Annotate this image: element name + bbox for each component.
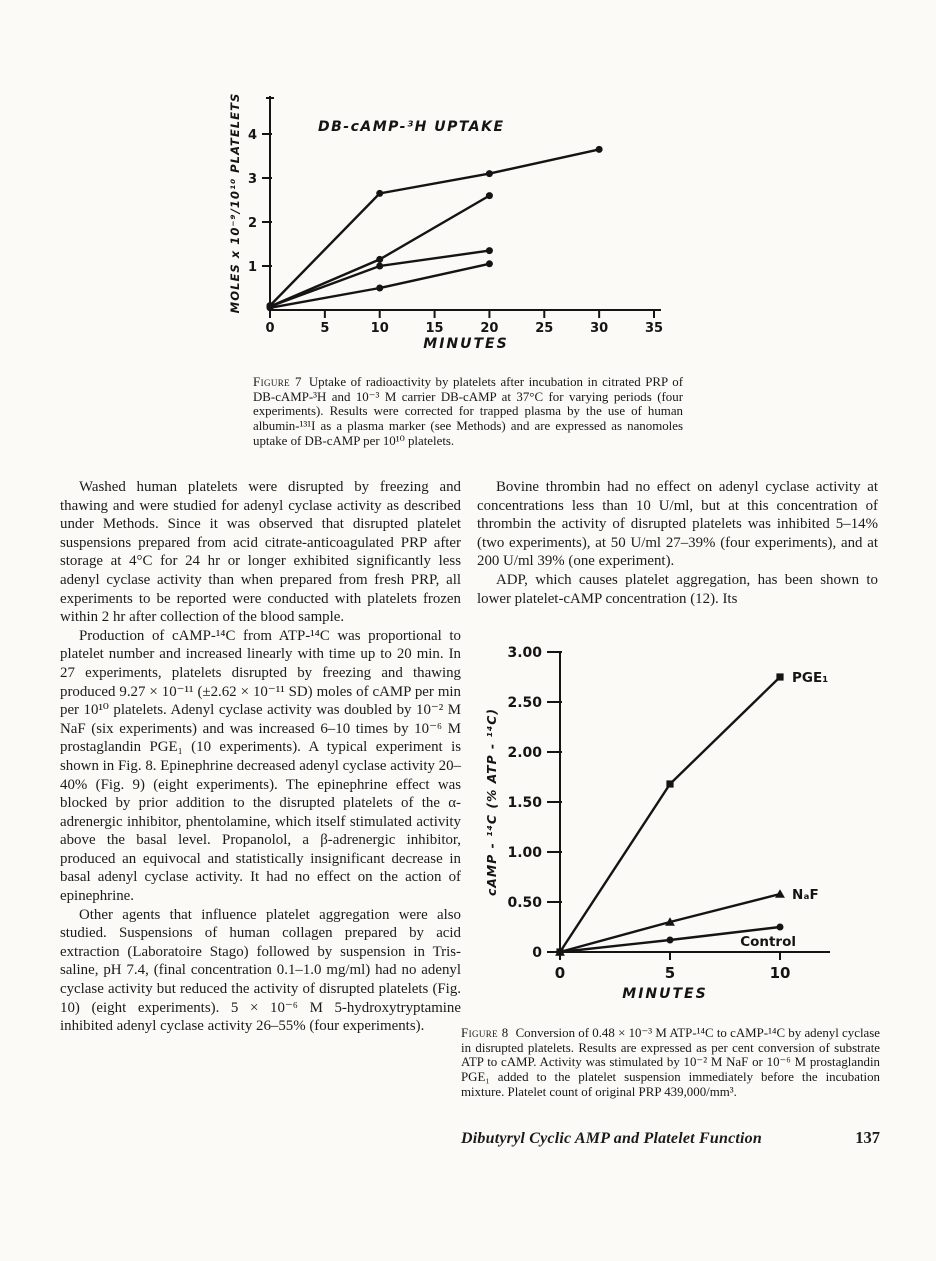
svg-text:2: 2 [247, 216, 257, 231]
svg-text:15: 15 [425, 321, 444, 336]
svg-text:0.50: 0.50 [507, 895, 542, 911]
figure8-caption-text: Conversion of 0.48 × 10⁻³ M ATP-¹⁴C to cAMP-¹⁴C by adenyl cyclase in disrupted platelets. Results are expressed as per cent conversion of substrate ATP to cAMP. Activity was stimulated by 10⁻² M NaF or 10⁻⁶ M prostaglandin PGE₁ added to the platelet suspension immediately before the incubation mixture. Platelet count of original PRP 439,000/mm³. [461, 1025, 880, 1099]
figure8 [477, 640, 883, 1016]
svg-text:DB-cAMP-³H UPTAKE: DB-cAMP-³H UPTAKE [318, 119, 505, 135]
paragraph: Production of cAMP-¹⁴C from ATP-¹⁴C was proportional to platelet number and increased linearly with time up to 20 min. In 27 experiments, platelets disrupted by freezing and thawing produced 9.27 × 10⁻¹¹ (±2.62 × 10⁻¹¹ SD) moles of cAMP per min per 10¹⁰ platelets. Adenyl cyclase activity was doubled by 10⁻² M NaF (six experiments) and was increased 6–10 times by 10⁻⁶ M prostaglandin PGE₁ (10 experiments). A typical experiment is shown in Fig. 8. Epinephrine decreased adenyl cyclase activity 20–40% (Fig. 9) (eight experiments). The epinephrine effect was blocked by prior addition to the disrupted platelets of the α-adrenergic inhibitor, phentolamine, which itself stimulated activity above the basal level. Propanolol, a β-adrenergic inhibitor, produced an equivocal and statistically insignificant decrease in basal adenyl cyclase activity. It had no effect on the action of epinephrine. [60, 627, 461, 905]
svg-text:10: 10 [769, 964, 791, 982]
svg-text:cAMP - ¹⁴C (% ATP - ¹⁴C): cAMP - ¹⁴C (% ATP - ¹⁴C) [484, 707, 499, 897]
left-column [60, 478, 461, 1036]
figure7 [226, 84, 681, 367]
svg-text:PGE₁: PGE₁ [792, 670, 829, 686]
svg-text:1.50: 1.50 [507, 795, 542, 811]
figure8-caption-label: Figure 8 [461, 1025, 509, 1040]
svg-text:2.50: 2.50 [507, 695, 542, 711]
svg-text:10: 10 [370, 321, 389, 336]
figure7-caption-text: Uptake of radioactivity by platelets after incubation in citrated PRP of DB-cAMP-³H and 10⁻³ M carrier DB-cAMP at 37°C for varying periods (four experiments). Results were corrected for trapped plasma by the use of human albumin-¹³¹I as a plasma marker (see Methods) and are expressed as nanomoles uptake of DB-cAMP per 10¹⁰ platelets. [253, 374, 683, 448]
svg-text:30: 30 [590, 321, 609, 336]
svg-text:1: 1 [247, 260, 257, 275]
svg-text:3: 3 [247, 172, 257, 187]
svg-text:5: 5 [320, 321, 330, 336]
svg-text:2.00: 2.00 [507, 745, 542, 761]
figure7-chart [226, 84, 681, 362]
figure8-caption [461, 1026, 880, 1100]
svg-text:4: 4 [247, 128, 257, 143]
svg-text:5: 5 [664, 964, 676, 982]
svg-text:0: 0 [554, 964, 566, 982]
right-column [477, 478, 878, 608]
svg-text:20: 20 [480, 321, 499, 336]
svg-text:0: 0 [265, 321, 275, 336]
paragraph: Bovine thrombin had no effect on adenyl cyclase activity at concentrations less than 10 U/ml, but at this concentration of thrombin the activity of disrupted platelets was inhibited 5–14% (two experiments), at 50 U/ml 27–39% (four experiments), and at 200 U/ml 39% (one experiment). [477, 479, 878, 570]
figure8-chart [477, 640, 883, 1011]
svg-text:35: 35 [644, 321, 664, 336]
svg-text:Control: Control [740, 934, 796, 950]
svg-text:NₐF: NₐF [792, 887, 819, 903]
svg-text:MINUTES: MINUTES [622, 986, 708, 1002]
svg-text:1.00: 1.00 [507, 845, 542, 861]
svg-text:3.00: 3.00 [507, 645, 542, 661]
svg-text:0: 0 [532, 945, 542, 961]
paragraph: Other agents that influence platelet aggregation were also studied. Suspensions of human collagen prepared by acid extraction (Laboratoire Stago) followed by suspension in Tris-saline, pH 7.4, (final concentration 0.1–1.0 mg/ml) had no adenyl cyclase activity but reduced the activity of disrupted platelets (Fig. 10) (eight experiments). 5 × 10⁻⁶ M 5-hydroxytryptamine inhibited adenyl cyclase activity 26–55% (four experiments). [60, 906, 461, 1035]
paragraph: ADP, which causes platelet aggregation, has been shown to lower platelet-cAMP concentration (12). Its [477, 571, 878, 607]
svg-text:MOLES x 10⁻⁹/10¹⁰ PLATELETS: MOLES x 10⁻⁹/10¹⁰ PLATELETS [228, 92, 242, 314]
svg-text:25: 25 [535, 321, 554, 336]
figure7-caption-label: Figure 7 [253, 374, 302, 389]
figure7-caption [253, 375, 683, 449]
page-number: 137 [855, 1128, 880, 1147]
svg-text:MINUTES: MINUTES [423, 336, 509, 352]
paragraph: Washed human platelets were disrupted by freezing and thawing and were studied for adenyl cyclase activity as described under Methods. Since it was observed that disrupted platelet suspensions prepared from acid citrate-anticoagulated PRP after storage at 4°C for 24 hr or longer exhibited significantly less adenyl cyclase activity than when prepared from fresh PRP, all experiments to be reported were conducted with platelets frozen within 2 hr after collection of the blood sample. [60, 479, 461, 626]
running-footer [461, 1128, 880, 1148]
footer-title: Dibutyryl Cyclic AMP and Platelet Function [461, 1130, 762, 1147]
